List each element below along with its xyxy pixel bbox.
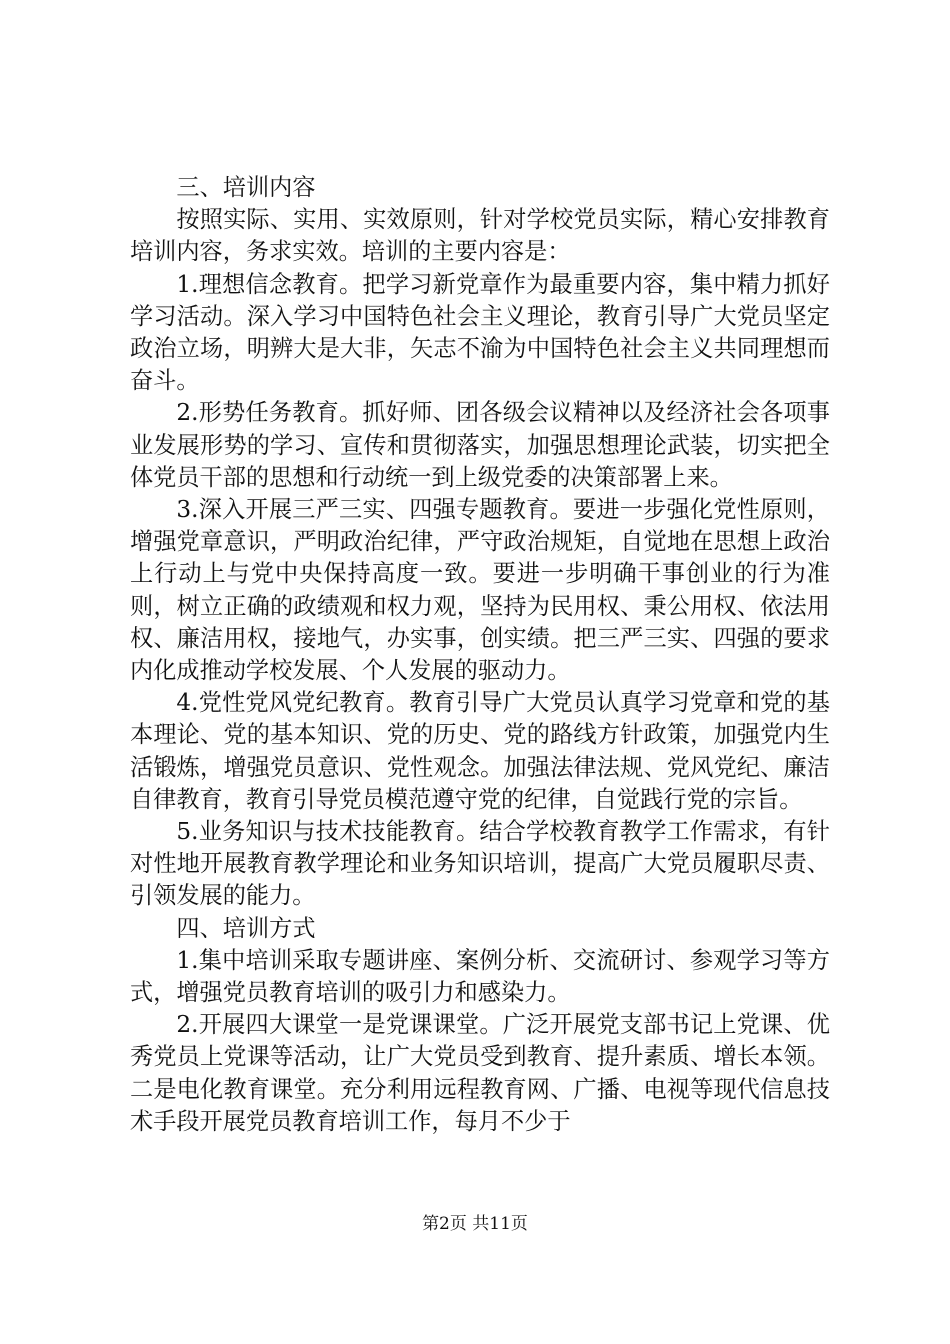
paragraph-item-4: 4.党性党风党纪教育。教育引导广大党员认真学习党章和党的基本理论、党的基本知识、党的历史、党的路线方针政策，加强党内生活锻炼，增强党员意识、党性观念。加强法律法规、党风党纪、廉洁自律教育，教育引导党员模范遵守党的纪律，自觉践行党的宗旨。 — [130, 689, 830, 813]
paragraph-item-1: 1.理想信念教育。把学习新党章作为最重要内容，集中精力抓好学习活动。深入学习中国特色社会主义理论，教育引导广大党员坚定政治立场，明辨大是大非，矢志不渝为中国特色社会主义共同理想而奋斗。 — [130, 270, 830, 395]
paragraph-method-2: 2.开展四大课堂一是党课课堂。广泛开展党支部书记上党课、优秀党员上党课等活动，让广大党员受到教育、提升素质、增长本领。二是电化教育课堂。充分利用远程教育网、广播、电视等现代信息技术手段开展党员教育培训工作，每月不少于 — [130, 1011, 830, 1135]
paragraph-item-3: 3.深入开展三严三实、四强专题教育。要进一步强化党性原则，增强党章意识，严明政治纪律，严守政治规矩，自觉地在思想上政治上行动上与党中央保持高度一致。要进一步明确干事创业的行为准则，树立正确的政绩观和权力观，坚持为民用权、秉公用权、依法用权、廉洁用权，接地气，办实事，创实绩。把三严三实、四强的要求内化成推动学校发展、个人发展的驱动力。 — [130, 496, 830, 685]
paragraph-item-2: 2.形势任务教育。抓好师、团各级会议精神以及经济社会各项事业发展形势的学习、宣传和贯彻落实，加强思想理论武装，切实把全体党员干部的思想和行动统一到上级党委的决策部署上来。 — [130, 399, 830, 491]
section-heading-training-methods: 四、培训方式 — [176, 914, 316, 942]
paragraph-intro: 按照实际、实用、实效原则，针对学校党员实际，精心安排教育培训内容，务求实效。培训的主要内容是： — [130, 206, 830, 266]
paragraph-method-1: 1.集中培训采取专题讲座、案例分析、交流研讨、参观学习等方式，增强党员教育培训的吸引力和感染力。 — [130, 946, 830, 1007]
document-body — [130, 172, 830, 1138]
section-heading-training-content: 三、培训内容 — [176, 174, 316, 201]
page-footer: 第2页 共11页 — [422, 1214, 528, 1234]
paragraph-item-5: 5.业务知识与技术技能教育。结合学校教育教学工作需求，有针对性地开展教育教学理论和业务知识培训，提高广大党员履职尽责、引领发展的能力。 — [130, 818, 830, 910]
